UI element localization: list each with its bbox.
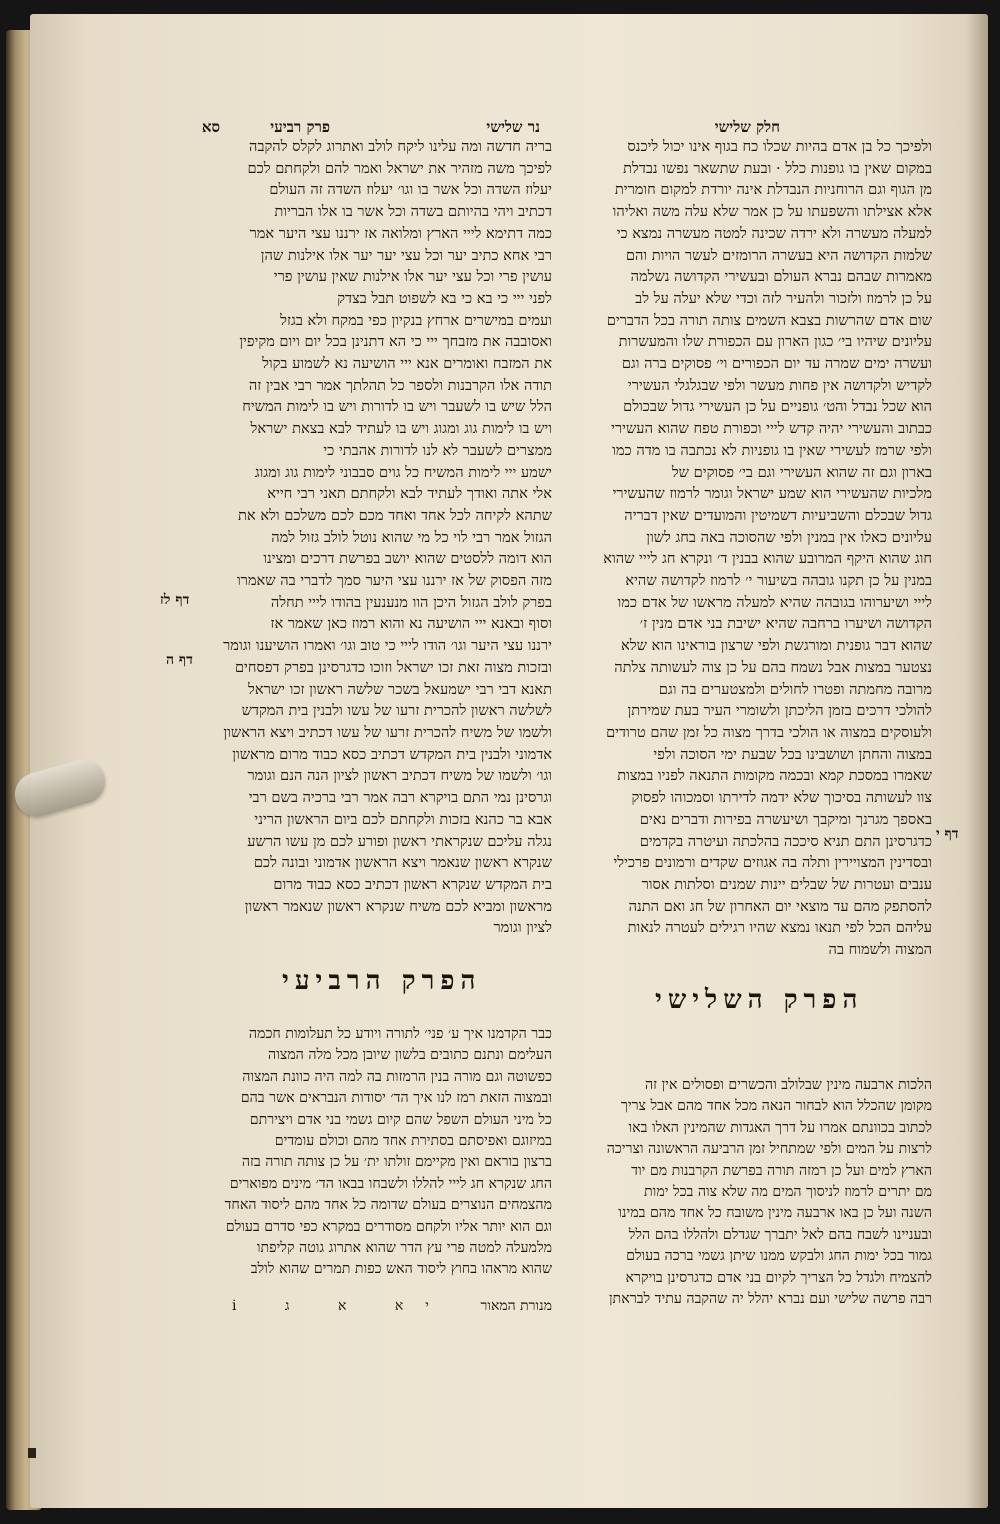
text-line: את המזבח ואומרים אנא ייי הושיעה נא לשמוע בקול: [262, 355, 552, 373]
text-line: תודה אלו הקרבנות ולספר כל תהלתך אמר רבי אבין זה: [248, 376, 552, 394]
text-line: הגזול אמר רבי לוי כל מי שהוא נוטל לולב גזול למה: [271, 528, 552, 546]
text-line: מרובה מחמתה ופטרו לחולים ולמצטערים בה וגם: [658, 680, 932, 698]
text-line: שאמרו במסכת קמא ובכמה מקומות התנאה לפניו במצות: [617, 767, 932, 785]
text-line: ולעוסקים במצוה או הולכי בדרך מצוה כל זמן שהם טרודים: [606, 723, 932, 741]
text-line: עליונים כאלו אין במנין ולפי שהסוכה באה בחג לשון: [646, 528, 932, 546]
text-line: הקדושה ושיערו ברחבה שהיא ישיבת בני אדם מנין ז׳: [639, 615, 932, 633]
text-line: לציון וגומר: [493, 919, 552, 937]
text-line: הארץ למים ועל כן רמזה תורה בפרשת הקרבנות מם יוד: [631, 1162, 932, 1179]
text-line: כפשוטה וגם מורה בנין הרמזות בה למה היה כוונת המצוה: [242, 1068, 552, 1085]
text-line: להולכי דרכים בזמן הליכתן ולשומרי העיר בעת שמירתן: [627, 702, 932, 720]
text-line: וגם הוא יותר אליו ולקחם מסודרים במקרא כפי סדרם בעולם: [225, 1218, 552, 1235]
text-line: מאמרות שבהם נברא העולם ובעשירי הקדושה נשלמה: [630, 268, 932, 286]
text-line: ויש בו לימות גוג ומגוג ויש בו לעתיד לבא בצאת ישראל: [250, 420, 552, 438]
text-line: שהוא מראהו בחוץ ליסוד האש כפות תמרים שהוא לולב: [250, 1261, 552, 1278]
text-line: כמה דתימא לייי הארץ ומלואה אז ירננו עצי היער אמר: [249, 224, 552, 242]
text-line: במיזוגם ואפיסתם בסתירת אחד מהם וכולם עומדים: [274, 1133, 552, 1150]
text-line: בפרק לולב הגזול היכן הוו מנענעין בהודו לייי תחלה: [270, 593, 552, 611]
text-line: אלי אתה ואודך לעתיד לבא ולקחתם תאני רבי חייא: [267, 485, 552, 503]
text-line: נגלה עליכם שנקראתי ראשון ופורע לכם מן עשו הרשע: [247, 832, 552, 850]
gutter-shadow: [966, 14, 988, 1508]
running-head-left: פרק רביעי: [270, 118, 330, 136]
text-line: עושין פרי וכל עצי יער אלו אילנות שאין עושין פרי: [273, 268, 552, 286]
margin-note-2: דף ה: [166, 652, 193, 668]
chapter-heading-left: הפרק הרביעי: [282, 966, 482, 996]
text-line: כבר הקדמנו איך ע׳ פני׳ לתורה ויודע כל תעלומות חכמה: [248, 1026, 552, 1042]
text-line: מלכיות שהעשירי הוא שמע ישראל וגומר לרמוז שהעשירי: [612, 485, 932, 503]
text-line: מזה הפסוק של אז ירננו עצי היער סמך לדברי בה שאמרו: [236, 572, 552, 590]
text-line: ובעניינו לשבח בהם לאל יתברך שגדלם ולהללו בהם הלל: [628, 1226, 932, 1243]
running-head-center: נר שלישי: [486, 118, 540, 136]
binding-mark: [28, 1448, 36, 1458]
text-line: במצוה והחתן ושושבינו בכל שבעת ימי הסוכה ולפי: [653, 745, 932, 763]
text-line: דכתיב ויהי בהיותם בשדה וכל אשר בו אלו הבריות: [274, 203, 552, 221]
text-line: ענבים ועטרות של שבלים יינות שמנים וסלתות אסור: [641, 875, 932, 893]
margin-note-1: דף לז: [160, 592, 190, 608]
text-line: על כן לרמוז ולזכור ולהעיר לזה וכדי שלא יעלה על לב: [635, 289, 932, 307]
text-line: חוג שהוא היקף המרובע שהוא בבנין ד׳ ונקרא חג לייי שהוא: [603, 550, 932, 568]
folio-number: סא: [201, 118, 220, 136]
signature-letters: יא א ג i: [232, 1298, 451, 1314]
text-line: רבה פרשה שלישי ועם נברא יהלל יה שהקבה עתיד לבראתן: [608, 1291, 932, 1308]
text-line: ועשרה ימים שמרה עד יום הכפורים וי׳ פסוקים ברה וגם: [621, 355, 932, 373]
text-line: יעלוז השדה וכל אשר בו וגו׳ יעלוז השדה זה העולם: [269, 181, 552, 199]
chapter-heading-right: הפרק השלישי: [655, 985, 864, 1015]
text-line: וגו׳ ולשמו של משיח דכתיב ראשון לציון הנה הנם וגומר: [247, 767, 552, 785]
text-line: לקדיש ולקדושה אין פחות מעשר ולפי שבגלגלי העשירי: [627, 376, 932, 394]
text-line: גמור בכל ימות החג ולבקש ממנו שיתן גשמי ברכה בעולם: [626, 1248, 932, 1265]
text-line: המצוה ולשמוח בה: [828, 941, 932, 959]
text-line: וסוף ובאנא ייי הושיעה נא והוא רמוז כאן שאמר אז: [270, 615, 552, 633]
text-line: שלמות הקדושה היא בעשרה הרומזים לעשר הויות והם: [625, 246, 932, 264]
text-line: ממצרים לשעבר לא לנו לדורות אהבתי כי: [323, 441, 552, 459]
signature-line: [232, 1298, 552, 1320]
text-line: ולפי שרמז לעשירי שאין בו גופניות לא נכתבה בו מדה כמו: [612, 441, 932, 459]
text-line: באספך מגרנך ומיקבך ושיעשרה בפירות ודברים נאים: [639, 810, 932, 828]
text-line: עליהם הכל לפי תנאו נמצא שהיו רגילים לעטרה לנאות: [627, 919, 932, 937]
text-line: ואסובבה את מזבחך ייי כי הא דתנינן בכל יום ויום מקיפין: [239, 333, 552, 351]
text-line: תאנא דבי רבי ישמעאל בשכר שלשה ראשון זכו ישראל: [248, 680, 552, 698]
text-line: השנה ועל כן באו ארבעה מינין משובח כל אחד מהם במינו: [618, 1205, 932, 1222]
catchword: מנורת המאור: [480, 1298, 552, 1314]
text-line: שנקרא ראשון שנאמר ויצא הראשון אדמוני ובונה לכם: [253, 854, 552, 872]
text-line: הוא שכל נבדל והט׳ גופניים על כן העשירי גדול שבכולם: [623, 398, 932, 416]
text-line: לייי ושיערוהו בגובהה שהיא למעלה מראשו של אדם כמו: [617, 593, 932, 611]
text-line: ישמע ייי לימות המשיח כל גוים סבבוני לימות גוג ומגוג: [254, 463, 552, 481]
text-line: מלמעלה למטה פרי עץ הדר שהוא אתרוג גוטה קליפתו: [256, 1240, 552, 1257]
text-line: שום אדם שהרשות בצבא השמים צותה תורה בכל הדברים: [606, 311, 932, 329]
text-line: ובסדינין המצויירין ותלה בה אגוזים שקדים ורמונים פרכילי: [613, 854, 932, 872]
text-line: מקומן שהכלל הוא לבחור הנאה מכל אחד מהם אבל צריך: [620, 1098, 932, 1115]
text-line: רבי אחא כתיב יער וכל עצי יער יער אלו אילנות שהן: [260, 246, 552, 264]
text-line: ולשמו של משיח להכרית זרעו של עשו דכתיב ויצא הראשון: [223, 723, 552, 741]
text-line: נצטער במצות אבל נשמח בהם על כן צוה לעשותה צלתה: [614, 658, 932, 676]
text-line: העלימם ונתנם כתובים בלשון שיובן מכל מלה המצוה: [268, 1047, 552, 1064]
text-line: במנין על כן תקנו גובהה בשיעור י׳ לרמוז לקדושה שהיא: [625, 572, 932, 590]
text-line: בית המקדש שנקרא ראשון דכתיב כסא כבוד מרום: [273, 875, 552, 893]
text-line: לפני ייי כי בא כי בא לשפוט תבל בצדק: [337, 289, 552, 307]
text-line: כדגרסינן התם תניא סיככה בהלכתה ועיטרה בקדמים: [639, 832, 932, 850]
text-line: לשלשה ראשון להכרית זרעו של עשו ולבנין בית המקדש: [241, 702, 552, 720]
text-line: ולפיכך כל בן אדם בהיות שכלו כח בגוף אינו יכול ליכנס: [627, 138, 932, 155]
text-line: החג שנקרא חג לייי להללו ולשבחו בבאו הד׳ מינים מפוארים: [229, 1175, 552, 1192]
margin-note-3: דף י: [936, 826, 959, 842]
running-head-right: חלק שלישי: [714, 118, 780, 136]
text-line: כבתוב והעשירי יהיה קדש לייי וכפורת טפח שהוא העשירי: [611, 420, 932, 438]
text-line: ובזכות מצוה זאת זכו ישראל וזוכו כדגרסינן בפרק דפסחים: [234, 658, 552, 676]
text-line: ועמים במישרים ארחץ בנקיון כפי במקח ולא בגזל: [280, 311, 552, 329]
text-line: לכתוב בכוונתם אמרו על דרך האגדות שהמינין האלו באו: [628, 1119, 932, 1136]
text-line: למעלה מעשרה ולא ירדה שכינה למטה מעשרה נמצא כי: [616, 224, 932, 242]
right-column-bottom: [560, 1075, 932, 1315]
text-line: מן הגוף וגם הרוחניות הנבדלת אינה יורדת למקום חומרית: [614, 181, 932, 199]
text-line: מראשון ומביא לכם משיח שנקרא ראשון שנאמר ראשון: [244, 897, 552, 915]
text-line: להסתפק מהם עד מוצאי יום האחרון של חג ואם התנה: [628, 897, 932, 915]
text-line: הלכות ארבעה מינין שבלולב והכשרים ופסולים אין זה: [644, 1077, 932, 1093]
text-line: לרצות על המים ולפי שמתחיל זמן הרביעה הראשונה וצריכה: [606, 1141, 932, 1158]
text-line: כל מיני העולם השפל שהם קיום גשמי בני אדם ויצירתם: [249, 1111, 552, 1128]
left-column-top: [200, 136, 552, 936]
text-line: לפיכך משה מזהיר את ישראל ואמר להם ולקחתם לכם: [247, 159, 552, 177]
text-line: מם יתרים לרמוז לניסוך המים מה שלא צוה בכל ימות: [644, 1184, 932, 1201]
left-column-bottom: [200, 1024, 552, 1278]
text-line: בריה חדשה ומה עלינו ליקח לולב ואתרוג לקלס להקבה: [249, 138, 552, 155]
text-line: מהצמחים הנוצרים בעולם שדומה כל אחד מהם ליסוד האחד: [224, 1197, 552, 1214]
text-line: בארון וגם זה שהוא העשירי וגם בי׳ פסוקים של: [671, 463, 932, 481]
text-line: ברצון בוראם ואין מקיימם זולתו ית׳ על כן צותה תורה בזה: [241, 1154, 552, 1171]
text-line: גדול שבכלם והשביעיות דשמיטין והמועדים שאין דבריה: [624, 506, 932, 524]
text-line: אבא בר כהנא בזכות ולקחתם לכם ביום הראשון הריני: [254, 810, 552, 828]
text-line: במקום שאין בו גופנות כלל · ובעת שתשאר נפשו נבדלת: [623, 159, 932, 177]
text-line: הוא דומה ללסטים שהוא יושב בפרשת דרכים ומצינו: [263, 550, 552, 568]
right-column-top: [560, 136, 932, 959]
text-line: ירננו עצי היער וגו׳ הודו לייי כי טוב וגו׳ ואמרו הושיענו וגומר: [223, 637, 552, 655]
text-line: עליונים שיהיו בי׳ כגון הארון עם הכפורת שלו והמעשרות: [618, 333, 932, 351]
text-line: אדמוני ולבנין בית המקדש דכתיב כסא כבוד מרום מראשון: [232, 745, 552, 763]
text-line: הלל שיש בו לשעבר ויש בו לדורות ויש בו לימות המשיח: [242, 398, 552, 416]
text-line: ובמצוה הזאת רמז לנו איך הד׳ יסודות הנבראים אשר בהם: [240, 1090, 552, 1107]
text-line: שתהא לקיחה לכל אחד ואחד מכם לכם משלכם ולא את: [238, 506, 552, 524]
text-line: אלא אצילתו והשפעתו על כן אמר שלא עלה משה ואליהו: [612, 203, 932, 221]
text-line: צוו לעשותה בסיכוך שלא ידמה לדירתו וסמכוהו לפסוק: [631, 789, 932, 807]
text-line: וגרסינן נמי התם בויקרא רבה אמר רבי ברכיה בשם רבי: [248, 789, 552, 807]
text-line: שהוא דבר גופנית ומורגשת ולפי שרצון בוראינו הוא שלא: [621, 637, 932, 655]
text-line: להצמיח ולגדל כל הצריך לקיום בני אדם כדגרסינן בויקרא: [625, 1269, 932, 1286]
